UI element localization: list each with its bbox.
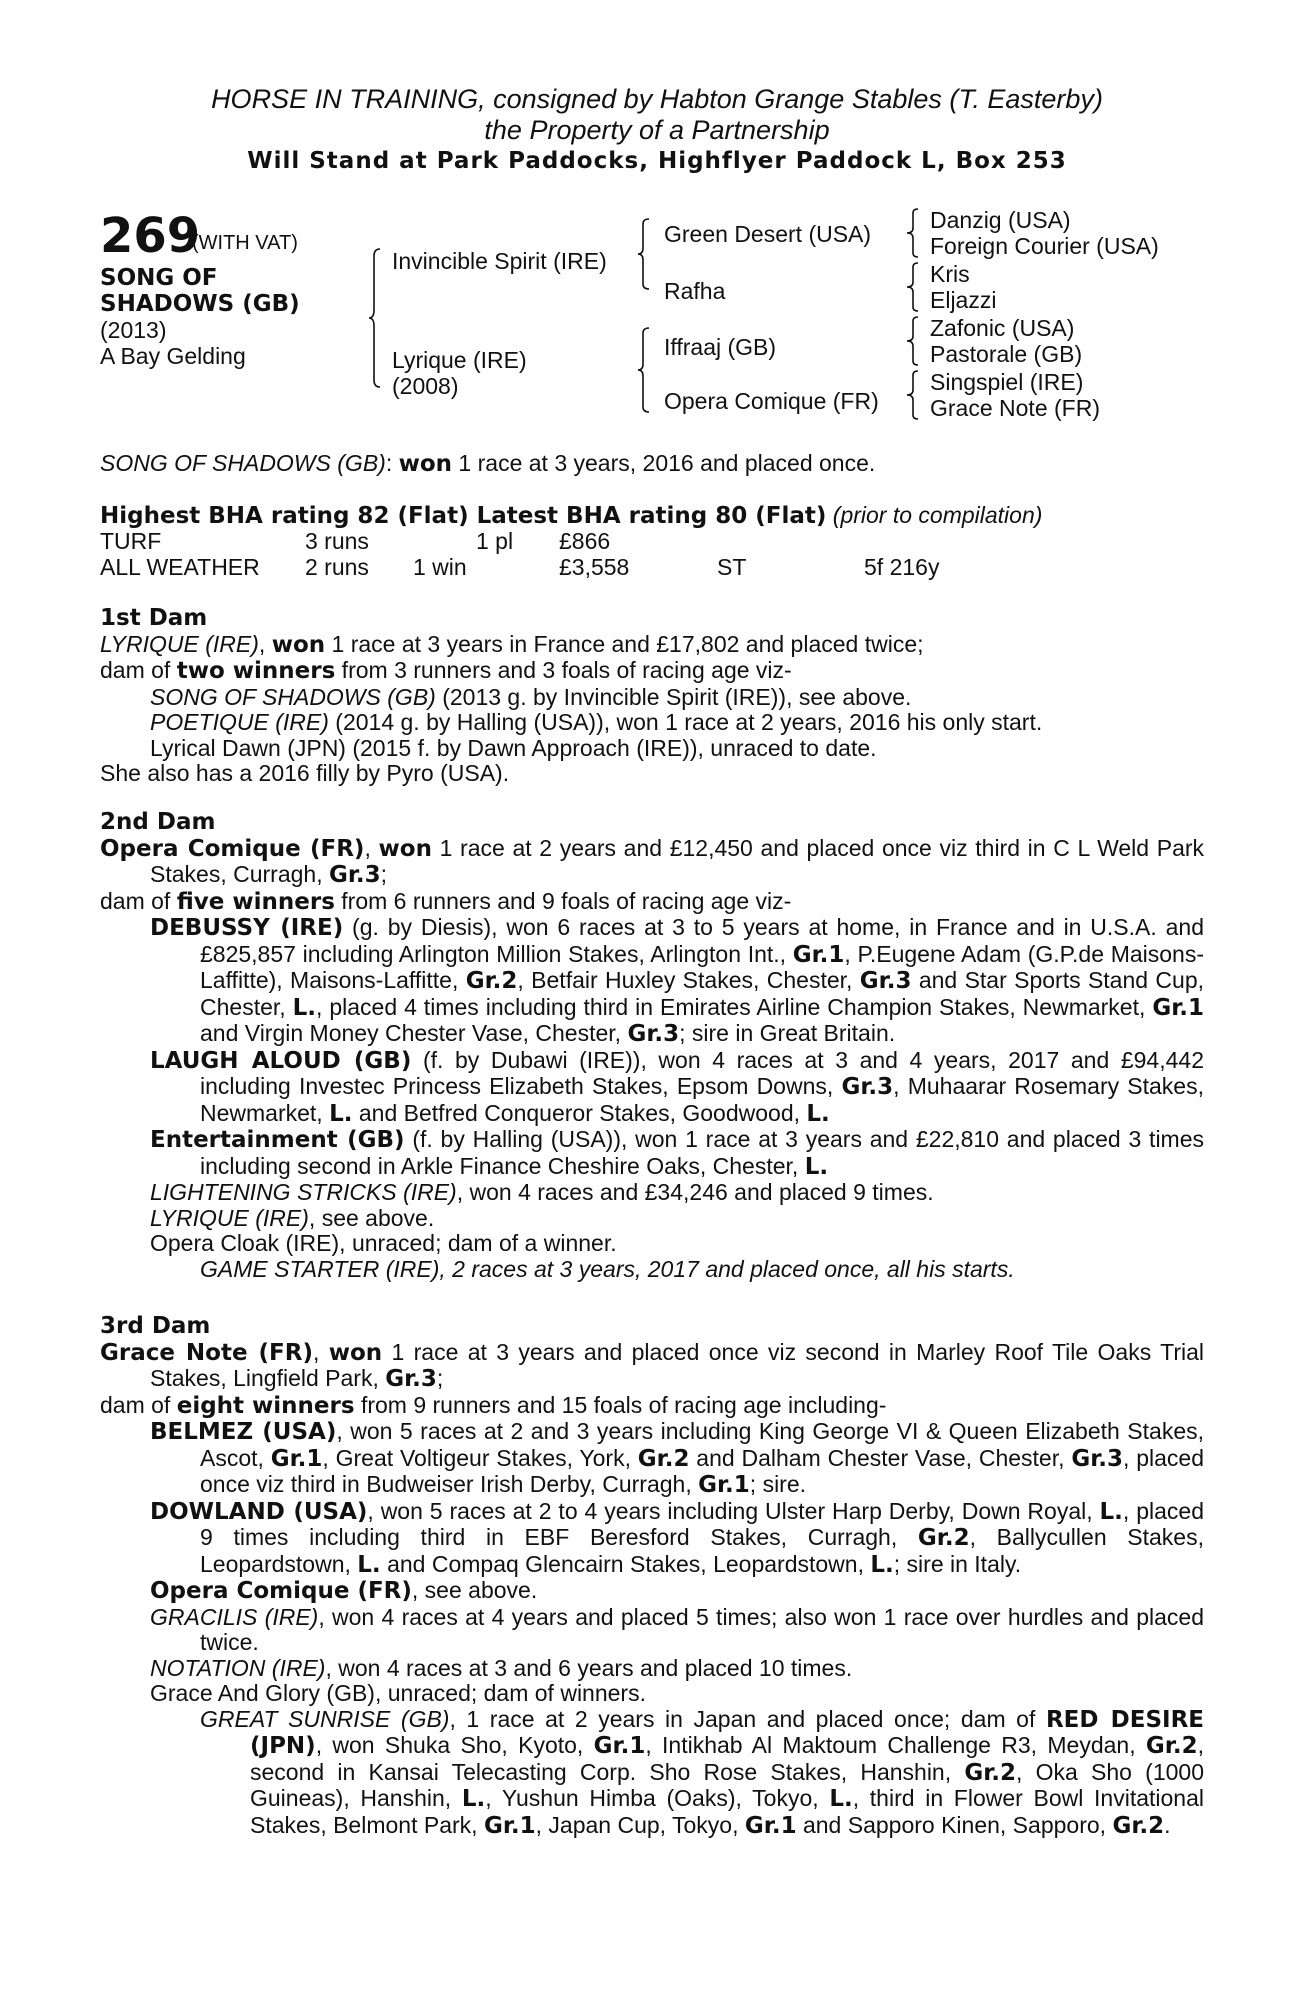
ownership-line: the Property of a Partnership	[484, 115, 830, 145]
third-dam-record: Grace Note (FR), won 1 race at 3 years and placed once viz second in Marley Roof Tile Oaks Trial Stakes, Lingfield Park, Gr.3;	[100, 1338, 1204, 1392]
offspring-2-name: POETIQUE (IRE)	[150, 709, 329, 735]
offspring-entertainment	[100, 1127, 1204, 1180]
listed-label: L.	[806, 1100, 830, 1127]
grade-label: Gr.2	[1112, 1812, 1165, 1839]
first-dam-record: LYRIQUE (IRE), won 1 race at 3 years in France and £17,802 and placed twice;	[100, 630, 924, 658]
vat-note: (WITH VAT)	[192, 232, 298, 254]
offspring-text: and Dalham Chester Vase, Chester,	[689, 1444, 1072, 1471]
pedigree-brace-dam	[637, 327, 653, 413]
third-dam-record-text: 1 race at 3 years and placed once viz second in Marley Roof Tile Oaks Trial Stakes, Lingfield Park,	[150, 1338, 1204, 1391]
offspring-text: , third in Flower Bowl Invitational Stakes, Belmont Park,	[250, 1785, 1204, 1838]
grade-label: Gr.2	[465, 968, 518, 994]
horse-description: A Bay Gelding	[100, 343, 246, 369]
summary-text: 1 race at 3 years, 2016 and placed once.	[452, 450, 876, 476]
offspring-name: Opera Comique (FR)	[150, 1578, 412, 1604]
third-dam-name: Grace Note (FR)	[100, 1339, 313, 1366]
rating-note: (prior to compilation)	[832, 502, 1043, 528]
offspring-text: , Japan Cup, Tokyo,	[535, 1811, 745, 1838]
grand-offspring-great-sunrise	[100, 1707, 1204, 1840]
offspring-text: ; sire.	[749, 1471, 807, 1497]
offspring-1	[100, 685, 1204, 711]
third-dam-produce	[100, 1393, 1204, 1420]
first-dam-section	[100, 606, 1204, 787]
offspring-text: .	[1164, 1811, 1171, 1838]
offspring-name: RED DESIRE (JPN)	[250, 1706, 1204, 1759]
grade-label: Gr.1	[270, 1445, 323, 1472]
record-surface: TURF	[100, 528, 162, 554]
produce-winners: eight winners	[176, 1392, 355, 1419]
record-wins: 1 win	[413, 554, 467, 580]
third-dam-section	[100, 1314, 1204, 1839]
offspring-text: and Virgin Money Chester Vase, Chester,	[200, 1020, 628, 1046]
grade-label: Gr.2	[964, 1759, 1017, 1786]
listed-label: L.	[1099, 1498, 1123, 1525]
offspring-name: DEBUSSY (IRE)	[150, 915, 344, 941]
pedigree-brace-g4	[906, 370, 922, 420]
grandsire-5: Zafonic (USA)	[930, 315, 1075, 341]
grand-offspring-game-starter	[100, 1257, 1204, 1283]
listed-label: L.	[357, 1551, 381, 1578]
offspring-text: , Betfair Huxley Stakes, Chester,	[517, 967, 860, 993]
record-going: ST	[717, 554, 747, 580]
grandsire-2: Foreign Courier (USA)	[930, 233, 1159, 259]
offspring-text: , see above.	[308, 1204, 435, 1231]
grade-label: Gr.2	[917, 1525, 970, 1551]
offspring-debussy	[100, 915, 1204, 1048]
sire-dam: Rafha	[664, 278, 726, 304]
produce-prefix: dam of	[100, 887, 177, 914]
lot-number: 269	[100, 208, 201, 264]
third-dam-title: 3rd Dam	[100, 1313, 211, 1339]
punctuation: ;	[380, 861, 388, 887]
offspring-name: GRACILIS (IRE)	[150, 1603, 319, 1630]
second-dam-record: Opera Comique (FR), won 1 race at 2 years and £12,450 and placed once viz third in C L Weld Park Stakes, Curragh, Gr.3;	[100, 834, 1205, 888]
grandsire-7: Singspiel (IRE)	[930, 369, 1084, 395]
record-surface: ALL WEATHER	[100, 554, 260, 580]
offspring-3: Lyrical Dawn (JPN) (2015 f. by Dawn Approach (IRE)), unraced to date.	[150, 734, 877, 761]
grandsire-6: Pastorale (GB)	[930, 341, 1083, 367]
grade-label: Gr.1	[744, 1812, 797, 1839]
second-dam-name: Opera Comique (FR)	[100, 835, 365, 862]
listed-label: L.	[870, 1551, 894, 1578]
offspring-text: , 1 race at 2 years in Japan and placed once; dam of	[449, 1705, 1046, 1732]
offspring-text: , Intikhab Al Maktoum Challenge R3, Meydan,	[645, 1732, 1146, 1758]
produce-winners: two winners	[176, 658, 336, 684]
pedigree-brace-main	[368, 248, 384, 388]
bha-rating	[100, 503, 1042, 530]
offspring-lyrique	[100, 1206, 1204, 1232]
record-runs: 2 runs	[305, 554, 369, 580]
grandsire-3: Kris	[930, 261, 970, 287]
offspring-name: Entertainment (GB)	[150, 1127, 405, 1153]
grade-label: Gr.3	[841, 1074, 894, 1100]
dam-sire: Iffraaj (GB)	[664, 334, 777, 360]
horse-name-line2: SHADOWS (GB)	[100, 291, 300, 317]
grade-label: Gr.1	[593, 1733, 646, 1759]
offspring-text: , placed 9 times including third in EBF Beresford Stakes, Curragh,	[200, 1497, 1204, 1550]
offspring-name: BELMEZ (USA)	[150, 1419, 337, 1445]
record-distance: 5f 216y	[864, 554, 940, 580]
offspring-name: NOTATION (IRE)	[150, 1654, 326, 1681]
offspring-text: , won 4 races at 3 and 6 years and placed 10 times.	[325, 1654, 853, 1681]
offspring-text: , Oka Sho (1000 Guineas), Hanshin,	[250, 1758, 1204, 1811]
record-runs: 3 runs	[305, 528, 369, 554]
offspring-grace-and-glory: Grace And Glory (GB), unraced; dam of winners.	[150, 1680, 646, 1706]
produce-suffix: from 3 runners and 3 foals of racing age viz-	[335, 657, 792, 683]
offspring-1-text: (2013 g. by Invincible Spirit (IRE)), see above.	[435, 683, 912, 710]
offspring-name: DOWLAND (USA)	[150, 1498, 368, 1525]
grade-label: Gr.3	[627, 1021, 680, 1047]
offspring-2	[100, 710, 1204, 736]
summary-horse-name: SONG OF SHADOWS (GB)	[100, 450, 386, 476]
offspring-text: , P.Eugene Adam (G.P.de Maisons-Laffitte), Maisons-Laffitte,	[200, 940, 1205, 993]
second-dam-won: won	[378, 835, 432, 862]
punctuation: ;	[436, 1365, 444, 1391]
offspring-text: , won 4 races at 4 years and placed 5 times; also won 1 race over hurdles and placed twice.	[200, 1603, 1204, 1655]
pedigree-brace-sire	[637, 218, 653, 290]
horse-name-line1: SONG OF	[100, 265, 218, 291]
grade-label: Gr.1	[1152, 994, 1205, 1021]
offspring-text: ; sire in Great Britain.	[679, 1020, 896, 1046]
dam-year: (2008)	[392, 373, 459, 399]
offspring-text: (f. by Halling (USA)), won 1 race at 3 years and £22,810 and placed 3 times including second in Arkle Finance Cheshire Oaks, Chester,	[200, 1126, 1205, 1179]
record-prize: £866	[559, 528, 611, 554]
offspring-text: , 2 races at 3 years, 2017 and placed once, all his starts.	[439, 1255, 1015, 1282]
offspring-name: GREAT SUNRISE (GB)	[200, 1705, 450, 1732]
offspring-gracilis	[100, 1605, 1204, 1656]
first-dam-title: 1st Dam	[100, 605, 208, 631]
listed-label: L.	[329, 1100, 353, 1127]
grade-label: Gr.3	[859, 968, 912, 994]
consignor-line: HORSE IN TRAINING, consigned by Habton Grange Stables (T. Easterby)	[211, 84, 1103, 114]
offspring-text: (f. by Dubawi (IRE)), won 4 races at 3 and 4 years, 2017 and £94,442 including Investec Princess Elizabeth Stakes, Epsom Downs,	[200, 1046, 1204, 1099]
record-prize: £3,558	[559, 554, 630, 580]
grade-label: Gr.3	[1071, 1445, 1124, 1472]
offspring-text: , placed once viz third in Budweiser Irish Derby, Curragh,	[200, 1444, 1204, 1497]
race-summary: SONG OF SHADOWS (GB): won 1 race at 3 years, 2016 and placed once.	[100, 450, 876, 477]
first-dam-won: won	[271, 631, 326, 658]
offspring-text: and Betfred Conqueror Stakes, Goodwood,	[352, 1099, 807, 1126]
grade-label: Gr.3	[328, 862, 381, 888]
offspring-dowland	[100, 1499, 1204, 1579]
offspring-text: , won 4 races and £34,246 and placed 9 times.	[456, 1179, 934, 1205]
offspring-text: ; sire in Italy.	[893, 1550, 1022, 1577]
record-placed: 1 pl	[476, 528, 514, 554]
offspring-text: , see above.	[411, 1577, 538, 1603]
offspring-text: , won 5 races at 2 to 4 years including Ulster Harp Derby, Down Royal,	[367, 1497, 1100, 1524]
offspring-1-name: SONG OF SHADOWS (GB)	[150, 683, 436, 710]
listed-label: L.	[804, 1153, 829, 1180]
produce-winners: five winners	[176, 888, 335, 915]
offspring-text: , Great Voltigeur Stakes, York,	[322, 1444, 638, 1471]
offspring-belmez	[100, 1419, 1204, 1499]
pedigree-brace-g2	[906, 262, 922, 312]
listed-label: L.	[829, 1786, 853, 1812]
grandsire-1: Danzig (USA)	[930, 207, 1071, 233]
offspring-notation	[100, 1656, 1204, 1682]
offspring-text: and Compaq Glencairn Stakes, Leopardstown,	[380, 1550, 871, 1577]
rating-text: Highest BHA rating 82 (Flat) Latest BHA rating 80 (Flat)	[100, 503, 827, 529]
produce-prefix: dam of	[100, 1391, 177, 1418]
grade-label: Gr.1	[698, 1472, 750, 1498]
offspring-name: LAUGH ALOUD (GB)	[150, 1047, 412, 1074]
offspring-text: and Sapporo Kinen, Sapporo,	[796, 1811, 1113, 1838]
dam: Lyrique (IRE)	[392, 347, 527, 373]
listed-label: L.	[461, 1786, 486, 1812]
offspring-text: and Star Sports Stand Cup, Chester,	[200, 967, 1205, 1020]
summary-won: won	[398, 451, 453, 477]
offspring-opera-cloak: Opera Cloak (IRE), unraced; dam of a winner.	[150, 1230, 617, 1256]
dam-dam: Opera Comique (FR)	[664, 388, 879, 414]
foaling-year: (2013)	[100, 317, 167, 343]
first-dam-note: She also has a 2016 filly by Pyro (USA).	[100, 760, 510, 786]
grade-label: Gr.2	[637, 1445, 690, 1472]
grade-label: Gr.1	[792, 941, 845, 968]
sire: Invincible Spirit (IRE)	[392, 248, 607, 274]
grandsire-8: Grace Note (FR)	[930, 395, 1100, 421]
first-dam-produce	[100, 658, 1204, 685]
second-dam-title: 2nd Dam	[100, 809, 216, 835]
third-dam-won: won	[328, 1339, 383, 1366]
offspring-lightening-stricks	[100, 1180, 1204, 1206]
grandsire-4: Eljazzi	[930, 287, 997, 313]
pedigree-brace-g1	[906, 208, 922, 258]
grade-label: Gr.2	[1145, 1733, 1198, 1759]
grade-label: Gr.1	[483, 1812, 536, 1839]
second-dam-section	[100, 810, 1204, 1282]
produce-suffix: from 9 runners and 15 foals of racing age including-	[354, 1391, 887, 1418]
second-dam-produce	[100, 889, 1204, 916]
first-dam-name: LYRIQUE (IRE)	[100, 630, 259, 657]
offspring-text: , won 5 races at 2 and 3 years including King George VI & Queen Elizabeth Stakes, Ascot,	[200, 1418, 1204, 1471]
first-dam-record-text: 1 race at 3 years in France and £17,802 and placed twice;	[325, 630, 924, 657]
grade-label: Gr.3	[385, 1366, 437, 1392]
offspring-text: , Yushun Himba (Oaks), Tokyo,	[485, 1785, 830, 1811]
offspring-text: , won Shuka Sho, Kyoto,	[315, 1732, 594, 1758]
offspring-text: , Ballycullen Stakes, Leopardstown,	[200, 1524, 1204, 1577]
produce-prefix: dam of	[100, 657, 177, 683]
stabling-line: Will Stand at Park Paddocks, Highflyer Paddock L, Box 253	[247, 148, 1067, 174]
offspring-laugh-aloud	[100, 1048, 1204, 1128]
offspring-name: LIGHTENING STRICKS (IRE)	[150, 1179, 457, 1205]
pedigree-brace-g3	[906, 316, 922, 366]
offspring-opera-comique	[100, 1578, 1204, 1605]
listed-label: L.	[292, 994, 317, 1021]
offspring-text: (g. by Diesis), won 6 races at 3 to 5 years at home, in France and in U.S.A. and £825,857 including Arlington Million Stakes, Arlington Int.,	[200, 914, 1204, 967]
offspring-name: LYRIQUE (IRE)	[150, 1204, 309, 1231]
offspring-text: , placed 4 times including third in Emirates Airline Champion Stakes, Newmarket,	[316, 993, 1153, 1020]
second-dam-record-text: 1 race at 2 years and £12,450 and placed once viz third in C L Weld Park Stakes, Curragh,	[150, 834, 1205, 887]
offspring-2-text: (2014 g. by Halling (USA)), won 1 race at 2 years, 2016 his only start.	[328, 709, 1043, 735]
offspring-text: , second in Kansai Telecasting Corp. Sho Rose Stakes, Hanshin,	[250, 1732, 1204, 1785]
offspring-name: GAME STARTER (IRE)	[200, 1255, 440, 1282]
produce-suffix: from 6 runners and 9 foals of racing age viz-	[334, 887, 792, 914]
offspring-text: , Muhaarar Rosemary Stakes, Newmarket,	[200, 1073, 1204, 1126]
sire-sire: Green Desert (USA)	[664, 221, 872, 247]
